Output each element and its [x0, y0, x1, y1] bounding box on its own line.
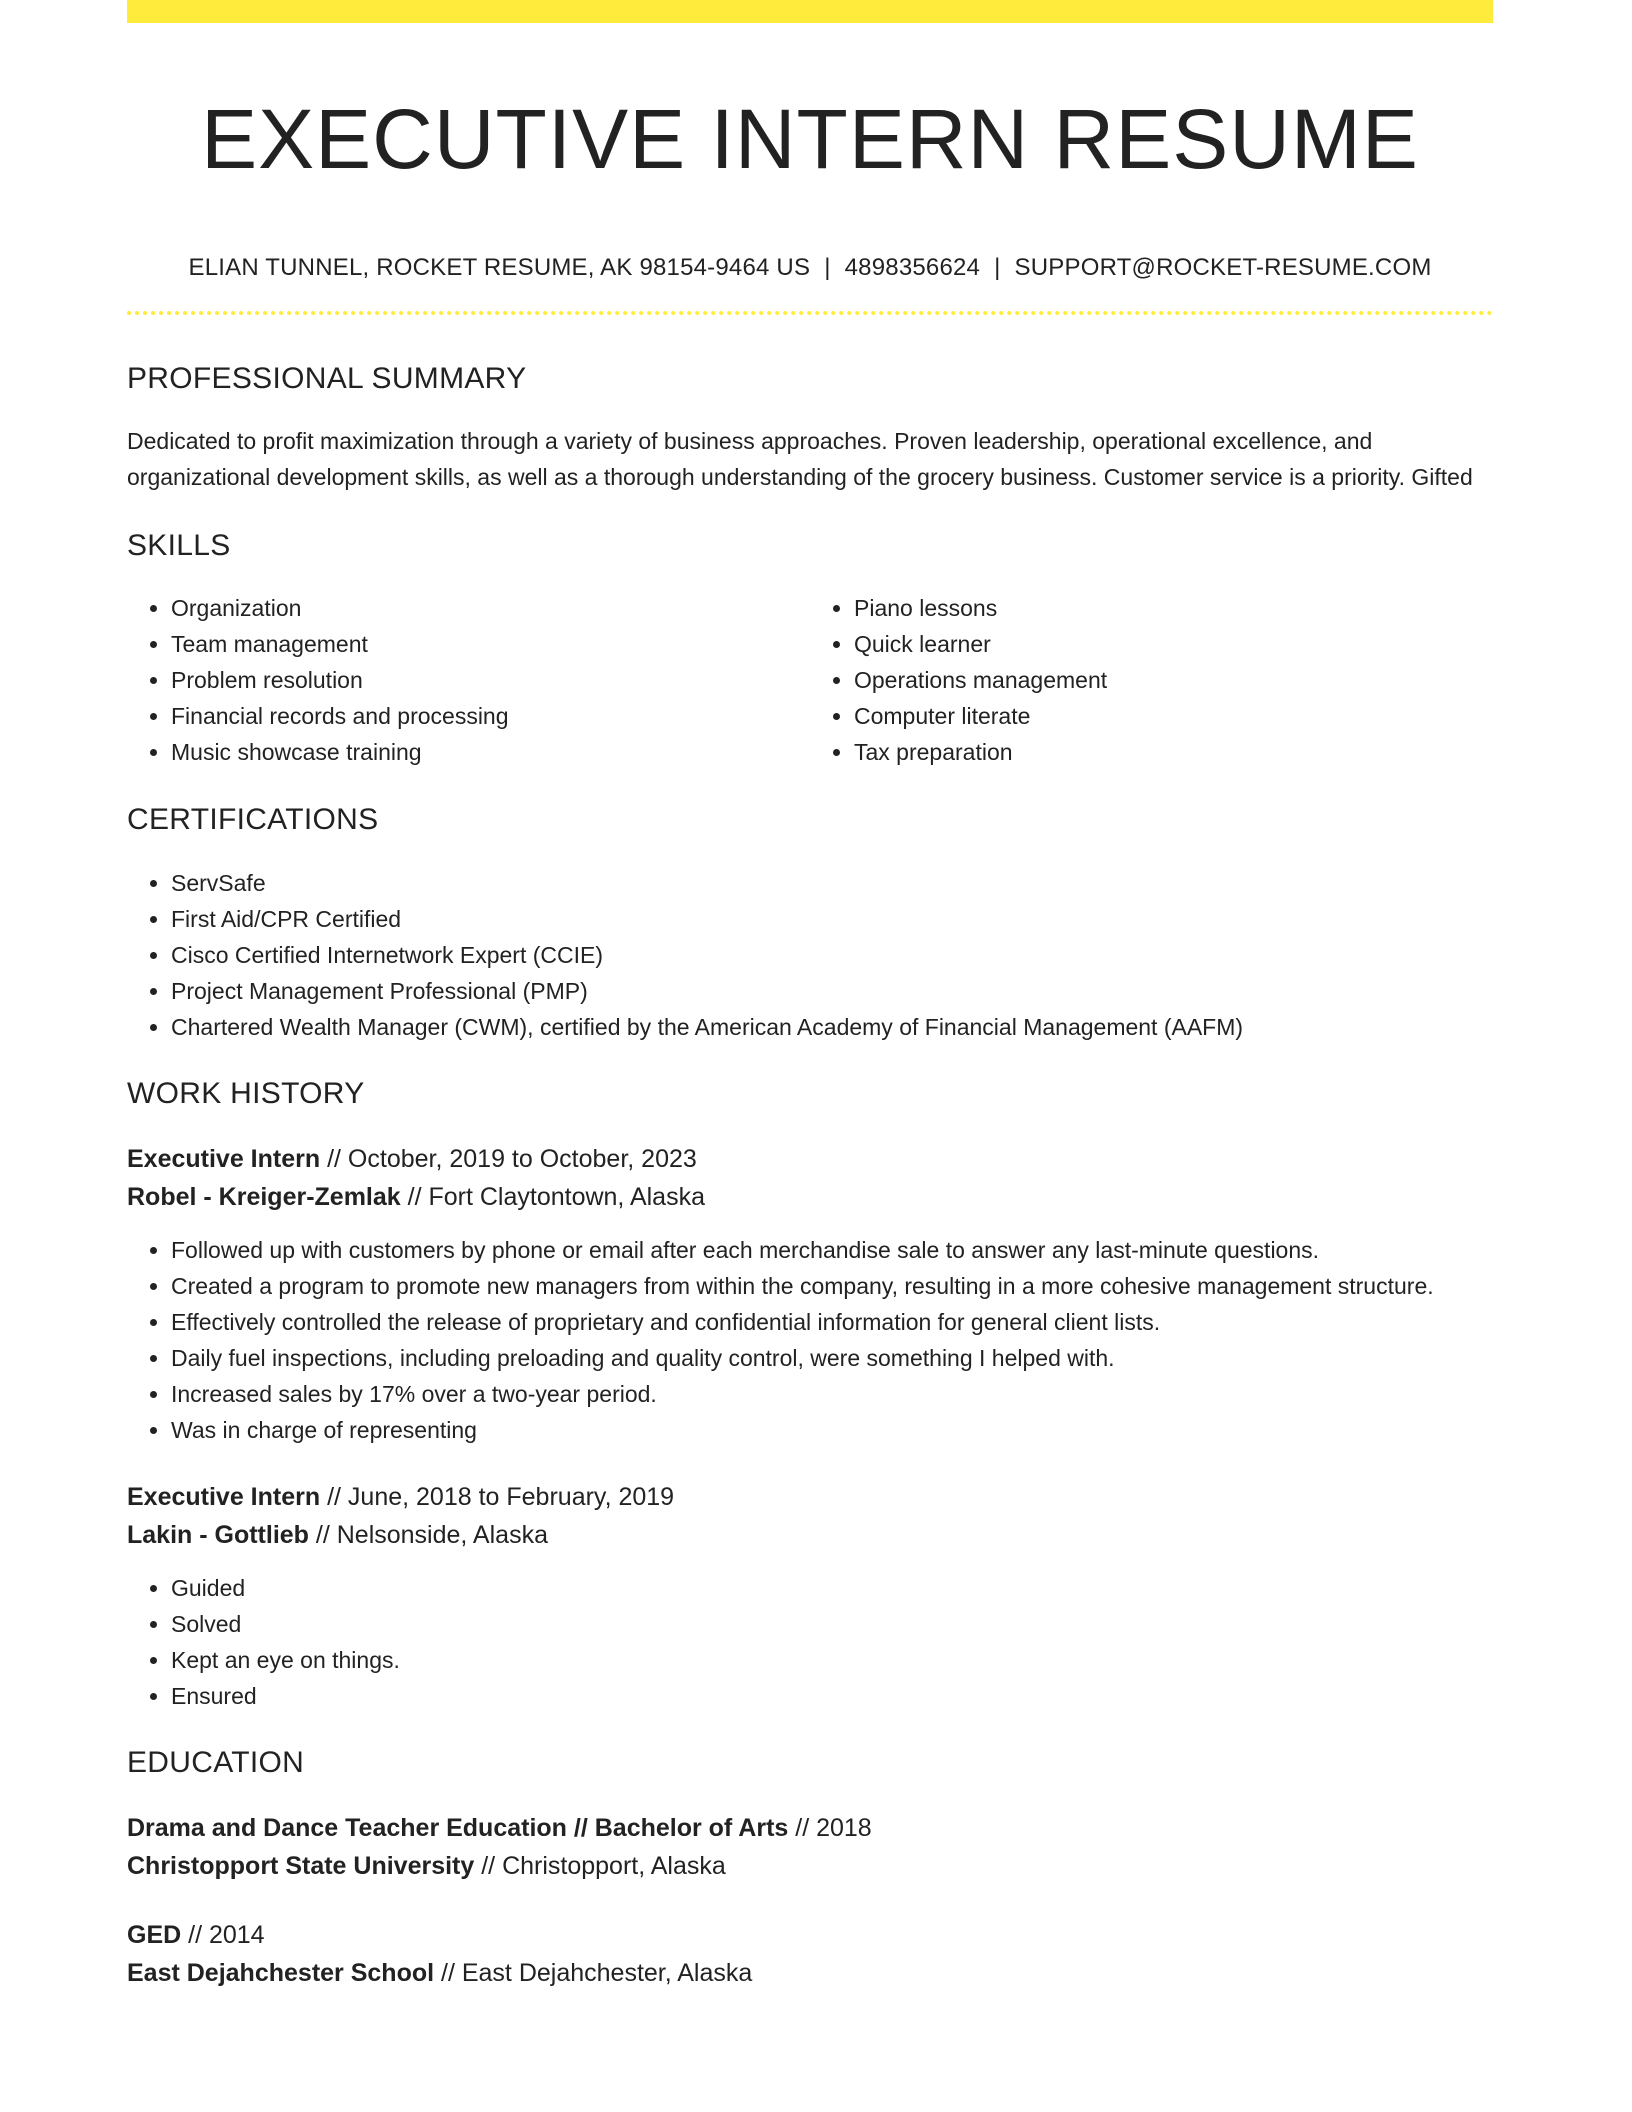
job-dates: // June, 2018 to February, 2019 — [320, 1483, 675, 1511]
education-location: // East Dejahchester, Alaska — [434, 1959, 753, 1987]
job-bullets — [127, 1232, 1493, 1448]
job-company-line — [127, 1178, 1493, 1216]
education-school: Christopport State University — [127, 1852, 475, 1880]
education-degree: Drama and Dance Teacher Education // Bachelor of Arts — [127, 1814, 789, 1842]
education-degree: GED — [127, 1921, 182, 1949]
job-title: Executive Intern — [127, 1145, 321, 1173]
skills-heading: SKILLS — [127, 529, 231, 562]
skill-item: • Music showcase training — [171, 734, 810, 770]
job-location: // Nelsonside, Alaska — [308, 1521, 548, 1549]
skills-columns — [127, 590, 1493, 770]
certification-item: • Project Management Professional (PMP) — [171, 973, 1493, 1009]
summary-heading: PROFESSIONAL SUMMARY — [127, 362, 527, 395]
certification-item: • Chartered Wealth Manager (CWM), certified by the American Academy of Financial Management (AAFM) — [171, 1009, 1493, 1045]
education-school-line — [127, 1954, 1493, 1992]
contact-email: SUPPORT@ROCKET-RESUME.COM — [1014, 254, 1432, 281]
contact-address: ELIAN TUNNEL, ROCKET RESUME, AK 98154-9464 US — [188, 254, 811, 281]
certifications-list — [127, 865, 1493, 1045]
education-year: // 2018 — [788, 1814, 872, 1842]
job-bullet: • Followed up with customers by phone or email after each merchandise sale to answer any last-minute questions. — [171, 1232, 1493, 1268]
certification-item: • Cisco Certified Internetwork Expert (CCIE) — [171, 937, 1493, 973]
resume-page — [127, 0, 1493, 1992]
education-school: East Dejahchester School — [127, 1959, 435, 1987]
skill-item: • Problem resolution — [171, 662, 810, 698]
certification-item: • First Aid/CPR Certified — [171, 901, 1493, 937]
skill-item: • Operations management — [854, 662, 1493, 698]
education-heading: EDUCATION — [127, 1746, 305, 1779]
education-location: // Christopport, Alaska — [474, 1852, 726, 1880]
job-bullet: • Solved — [171, 1606, 1493, 1642]
skill-item: • Quick learner — [854, 626, 1493, 662]
summary-text: Dedicated to profit maximization through a variety of business approaches. Proven leadership, operational excellence, and organizational development skills, as well as a thorough understanding of the grocery business. Customer service is a priority. Gifted — [127, 428, 1473, 490]
job-bullet: • Daily fuel inspections, including preloading and quality control, were something I helped with. — [171, 1340, 1493, 1376]
job-bullet: • Increased sales by 17% over a two-year period. — [171, 1376, 1493, 1412]
contact-phone: 4898356624 — [844, 254, 981, 281]
certification-item: • ServSafe — [171, 865, 1493, 901]
dotted-divider — [127, 311, 1493, 315]
skill-item: • Financial records and processing — [171, 698, 810, 734]
job-company: Lakin - Gottlieb — [127, 1521, 309, 1549]
skill-item: • Organization — [171, 590, 810, 626]
work-history-heading: WORK HISTORY — [127, 1077, 365, 1110]
certifications-heading: CERTIFICATIONS — [127, 803, 379, 836]
top-accent-bar — [127, 0, 1493, 23]
skill-item: • Computer literate — [854, 698, 1493, 734]
skill-item: • Piano lessons — [854, 590, 1493, 626]
job-bullet: • Ensured — [171, 1678, 1493, 1714]
job-location: // Fort Claytontown, Alaska — [400, 1183, 705, 1211]
skills-list-left — [127, 590, 810, 770]
skill-item: • Team management — [171, 626, 810, 662]
contact-separator: | — [824, 254, 831, 281]
job-bullet: • Was in charge of representing — [171, 1412, 1493, 1448]
job-bullet: • Kept an eye on things. — [171, 1642, 1493, 1678]
job-dates: // October, 2019 to October, 2023 — [320, 1145, 697, 1173]
job-bullet: • Effectively controlled the release of proprietary and confidential information for general client lists. — [171, 1304, 1493, 1340]
job-title: Executive Intern — [127, 1483, 321, 1511]
education-degree-line — [127, 1916, 1493, 1954]
job-bullet: • Guided — [171, 1570, 1493, 1606]
job-bullets — [127, 1570, 1493, 1714]
job-company-line — [127, 1516, 1493, 1554]
job-bullet: • Created a program to promote new managers from within the company, resulting in a more cohesive management structure. — [171, 1268, 1493, 1304]
resume-title: EXECUTIVE INTERN RESUME — [201, 92, 1419, 186]
contact-line — [127, 253, 1493, 283]
skill-item: • Tax preparation — [854, 734, 1493, 770]
education-year: // 2014 — [181, 1921, 265, 1949]
education-school-line — [127, 1847, 1493, 1885]
contact-separator: | — [994, 254, 1001, 281]
education-degree-line — [127, 1809, 1493, 1847]
job-title-line — [127, 1478, 1493, 1516]
skills-list-right — [810, 590, 1493, 770]
job-title-line — [127, 1140, 1493, 1178]
job-company: Robel - Kreiger-Zemlak — [127, 1183, 401, 1211]
